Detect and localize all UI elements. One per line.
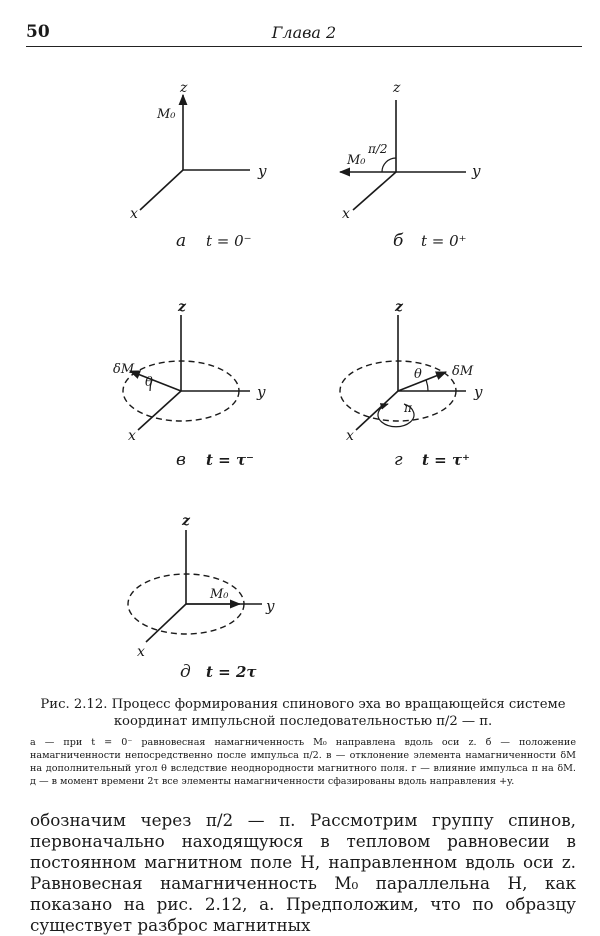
panel-d-x-label: x xyxy=(346,428,354,444)
page-header xyxy=(26,22,582,46)
panel-d xyxy=(340,299,483,470)
panel-d-y-label: y xyxy=(474,383,483,401)
figure-legend: а — при t = 0⁻ равновесная намагниченность M₀ направлена вдоль оси z. б — положение намагниченности непосредственно после импульса π/2. в — отклонение элемента намагниченности δM на дополнительный угол θ вследствие неоднородности магнитного поля. г — влияние импульса π на δM. д — в момент времени 2τ все элементы намагниченности сфазированы вдоль направления +y. xyxy=(30,737,576,787)
panel-b-z-label: z xyxy=(393,80,401,96)
panel-a-vector-label: M₀ xyxy=(157,107,176,122)
chapter-title: Глава 2 xyxy=(271,23,337,42)
panel-d-letter: г xyxy=(394,450,403,470)
panel-c-angle-label: θ xyxy=(145,375,153,390)
panel-e-y-label: y xyxy=(266,597,275,615)
panel-c-z-label: z xyxy=(178,299,186,315)
panel-e-vector-label: M₀ xyxy=(210,587,229,602)
panel-b-time-label: t = 0⁺ xyxy=(421,232,467,250)
panel-d-z-label: z xyxy=(395,299,403,315)
panel-a-z-label: z xyxy=(180,80,188,96)
panel-e-x-label: x xyxy=(137,644,145,660)
panel-d-pulse-label: π xyxy=(404,401,412,415)
header-rule xyxy=(26,46,582,47)
panel-a xyxy=(130,80,267,251)
panel-c-letter: в xyxy=(176,450,186,470)
panel-e xyxy=(128,513,275,682)
panel-c-y-label: y xyxy=(257,383,266,401)
panel-b-y-label: y xyxy=(472,162,481,180)
panel-d-angle-label: θ xyxy=(414,367,422,382)
figure-caption: Рис. 2.12. Процесс формирования спинового эха во вращающейся системе координат импульсной последовательностью π/2 — π. xyxy=(40,697,566,729)
panel-d-time-label: t = τ⁺ xyxy=(422,451,470,469)
panel-b-angle-label: π/2 xyxy=(368,142,388,156)
panel-c-time-label: t = τ⁻ xyxy=(206,451,254,469)
panel-a-letter: а xyxy=(176,231,187,251)
panel-a-x-label: x xyxy=(130,206,138,222)
panel-b-vector-label: M₀ xyxy=(347,153,366,168)
panel-e-time-label: t = 2τ xyxy=(206,663,257,681)
panel-b xyxy=(340,80,481,251)
panel-c xyxy=(113,299,266,470)
panel-e-z-label: z xyxy=(182,513,190,529)
page-number: 50 xyxy=(26,22,50,42)
panel-b-x-label: x xyxy=(342,206,350,222)
panel-e-letter: д xyxy=(180,662,191,682)
panel-a-time-label: t = 0⁻ xyxy=(206,232,252,250)
panel-b-letter: б xyxy=(393,231,404,251)
panel-c-x-label: x xyxy=(128,428,136,444)
spin-echo-figure xyxy=(0,60,600,690)
panel-a-y-label: y xyxy=(258,162,267,180)
body-paragraph: обозначим через π/2 — π. Рассмотрим группу спинов, первоначально находящуюся в тепловом равновесии в постоянном магнитном поле H, направленном вдоль оси z. Равновесная намагниченность M₀ параллельна H, как показано на рис. 2.12, а. Предположим, что по образцу существует разброс магнитных xyxy=(30,810,576,935)
panel-d-vector-label: δM xyxy=(452,364,474,379)
panel-c-vector-label: δM xyxy=(113,362,135,377)
